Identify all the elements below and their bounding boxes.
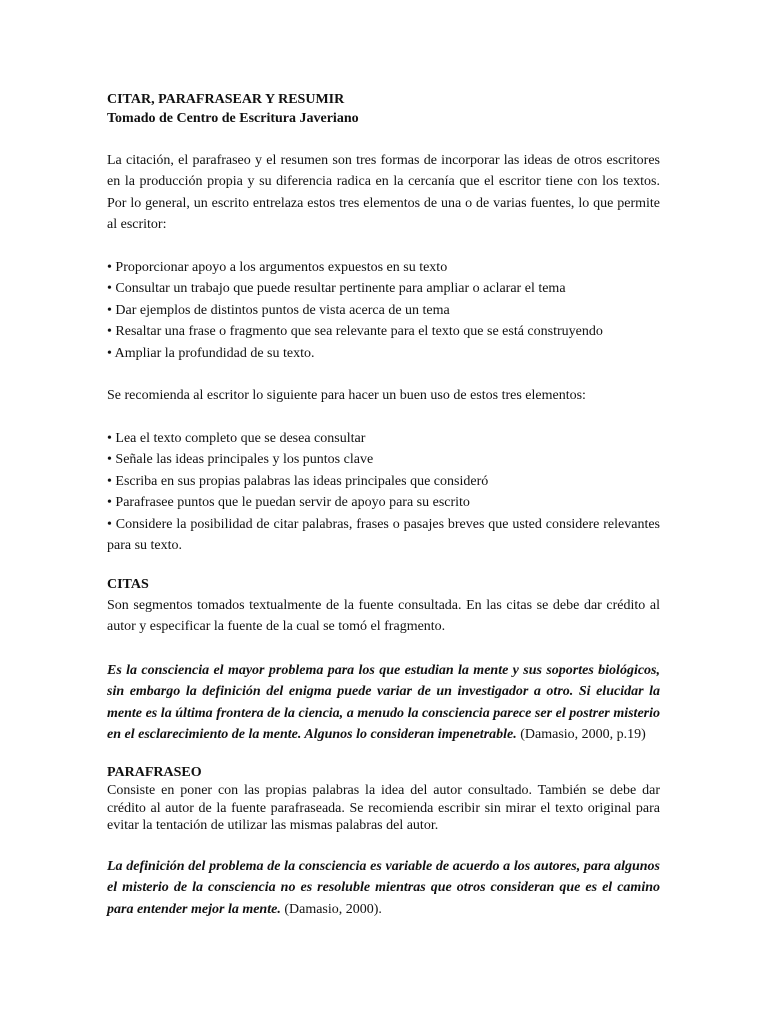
parafraseo-section <box>107 763 660 835</box>
purposes-list <box>107 257 660 364</box>
parafraseo-example-quote: La definición del problema de la consciencia es variable de acuerdo a los autores, para algunos el misterio de la consciencia no es resoluble mientras que otros consideran que es el camino para entender mejor la mente. <box>107 859 660 917</box>
citas-section <box>107 574 660 638</box>
list-item: • Lea el texto completo que se desea consultar <box>107 431 366 446</box>
list-item: • Dar ejemplos de distintos puntos de vista acerca de un tema <box>107 302 450 318</box>
recommendation-intro: Se recomienda al escritor lo siguiente para hacer un buen uso de estos tres elementos: <box>107 388 586 403</box>
list-item: • Proporcionar apoyo a los argumentos expuestos en su texto <box>107 260 448 275</box>
citas-example-reference: (Damasio, 2000, p.19) <box>516 727 646 743</box>
citas-heading: CITAS <box>107 577 149 592</box>
list-item: • Consultar un trabajo que puede resultar pertinente para ampliar o aclarar el tema <box>107 281 566 297</box>
citas-body: Son segmentos tomados textualmente de la fuente consultada. En las citas se debe dar crédito al autor y especificar la fuente de la cual se tomó el fragmento. <box>107 598 660 635</box>
list-item: • Ampliar la profundidad de su texto. <box>107 345 315 361</box>
parafraseo-heading: PARAFRASEO <box>107 765 202 780</box>
document-title: CITAR, PARAFRASEAR Y RESUMIR <box>107 92 345 107</box>
parafraseo-example-reference: (Damasio, 2000). <box>280 901 382 917</box>
list-item: • Escriba en sus propias palabras las ideas principales que consideró <box>107 473 489 489</box>
citas-example <box>107 660 660 746</box>
list-item: • Parafrasee puntos que le puedan servir de apoyo para su escrito <box>107 495 470 511</box>
recommendations-list <box>107 428 660 556</box>
list-item: • Considere la posibilidad de citar palabras, frases o pasajes breves que usted considere relevantes para su texto. <box>107 516 660 554</box>
title-block <box>107 90 660 128</box>
intro-paragraph: La citación, el parafraseo y el resumen son tres formas de incorporar las ideas de otros escritores en la producción propia y su diferencia radica en la cercanía que el escritor tiene con los textos. Por lo general, un escrito entrelaza estos tres elementos de una o de varias fuentes, lo que permite al escritor: <box>107 153 660 233</box>
document-subtitle: Tomado de Centro de Escritura Javeriano <box>107 111 359 126</box>
parafraseo-body: Consiste en poner con las propias palabras la idea del autor consultado. También se debe dar crédito al autor de la fuente parafraseada. Se recomienda escribir sin mirar el texto original para evitar la tentación de utilizar las mismas palabras del autor. <box>107 783 660 833</box>
citas-example-quote: Es la consciencia el mayor problema para los que estudian la mente y sus soportes biológicos, sin embargo la definición del enigma puede variar de un investigador a otro. Si elucidar la mente es la última frontera de la ciencia, a menudo la consciencia parece ser el postrer misterio en el esclarecimiento de la mente. Algunos lo consideran impenetrable. <box>107 663 660 743</box>
parafraseo-example <box>107 856 660 920</box>
list-item: • Resaltar una frase o fragmento que sea relevante para el texto que se está construyendo <box>107 324 603 340</box>
list-item: • Señale las ideas principales y los puntos clave <box>107 452 374 468</box>
